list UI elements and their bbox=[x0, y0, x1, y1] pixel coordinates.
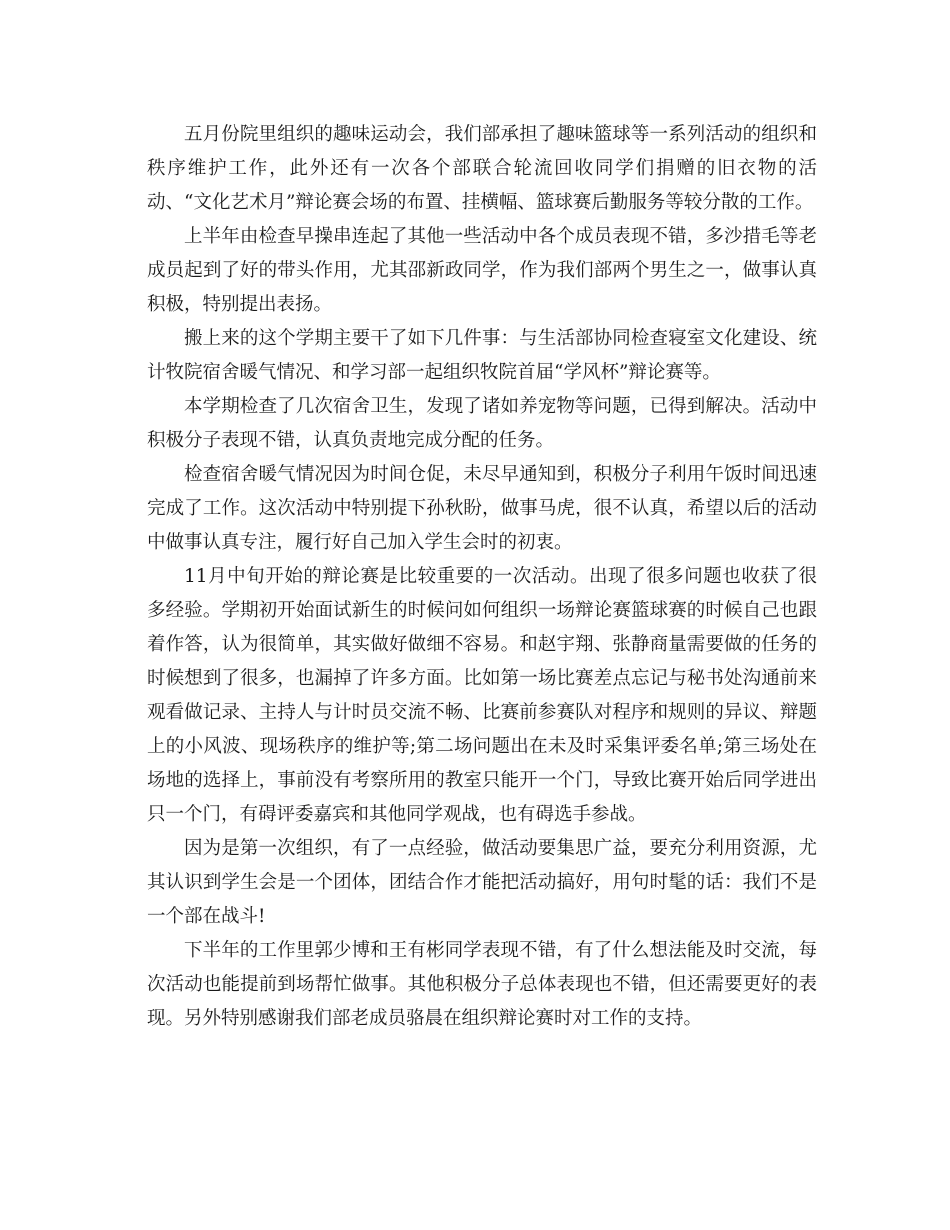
paragraph-4: 本学期检查了几次宿舍卫生，发现了诸如养宠物等问题，已得到解决。活动中积极分子表现不错，认真负责地完成分配的任务。 bbox=[147, 396, 817, 451]
paragraph-6: 11月中旬开始的辩论赛是比较重要的一次活动。出现了很多问题也收获了很多经验。学期初开始面试新生的时候问如何组织一场辩论赛篮球赛的时候自己也跟着作答，认为很简单，其实做好做细不容易。和赵宇翔、张静商量需要做的任务的时候想到了很多，也漏掉了许多方面。比如第一场比赛差点忘记与秘书处沟通前来观看做记录、主持人与计时员交流不畅、比赛前参赛队对程序和规则的异议、辩题上的小风波、现场秩序的维护等;第二场问题出在未及时采集评委名单;第三场处在场地的选择上，事前没有考察所用的教室只能开一个门，导致比赛开始后同学进出只一个门，有碍评委嘉宾和其他同学观战，也有碍选手参战。 bbox=[147, 566, 817, 825]
paragraph-2: 上半年由检查早操串连起了其他一些活动中各个成员表现不错，多沙措毛等老成员起到了好的带头作用，尤其邵新政同学，作为我们部两个男生之一，做事认真积极，特别提出表扬。 bbox=[147, 226, 817, 315]
paragraph-7: 因为是第一次组织，有了一点经验，做活动要集思广益，要充分利用资源，尤其认识到学生会是一个团体，团结合作才能把活动搞好，用句时髦的话：我们不是一个部在战斗! bbox=[147, 838, 817, 927]
paragraph-1: 五月份院里组织的趣味运动会，我们部承担了趣味篮球等一系列活动的组织和秩序维护工作，此外还有一次各个部联合轮流回收同学们捐赠的旧衣物的活动、“文化艺术月”辩论赛会场的布置、挂横幅、篮球赛后勤服务等较分散的工作。 bbox=[147, 124, 817, 213]
paragraph-3: 搬上来的这个学期主要干了如下几件事：与生活部协同检查寝室文化建设、统计牧院宿舍暖气情况、和学习部一起组织牧院首届“学风杯”辩论赛等。 bbox=[147, 328, 817, 383]
paragraph-8: 下半年的工作里郭少博和王有彬同学表现不错，有了什么想法能及时交流，每次活动也能提前到场帮忙做事。其他积极分子总体表现也不错，但还需要更好的表现。另外特别感谢我们部老成员骆晨在组织辩论赛时对工作的支持。 bbox=[147, 940, 817, 1029]
document-body bbox=[147, 118, 817, 1036]
paragraph-5: 检查宿舍暖气情况因为时间仓促，未尽早通知到，积极分子利用午饭时间迅速完成了工作。这次活动中特别提下孙秋盼，做事马虎，很不认真，希望以后的活动中做事认真专注，履行好自己加入学生会时的初衷。 bbox=[147, 464, 817, 553]
